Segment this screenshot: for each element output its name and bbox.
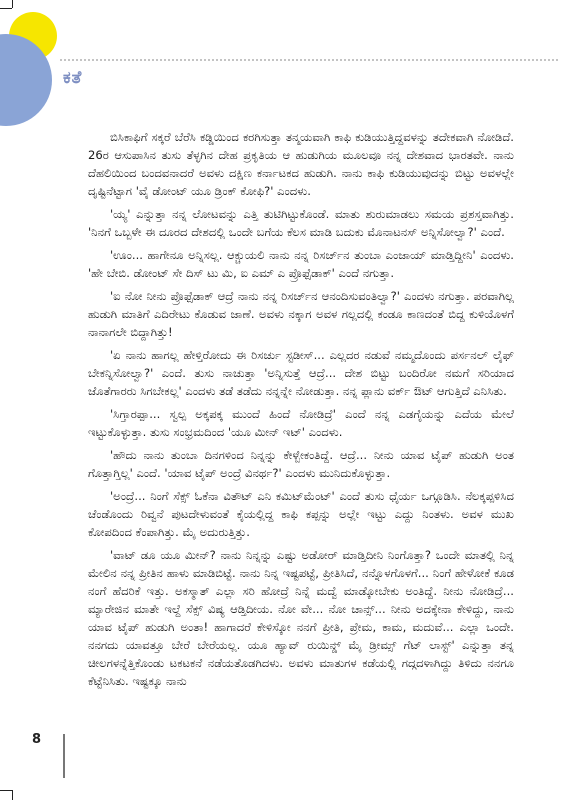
paragraph: 'ಸಿಗ್ತಾರಪ್ಪಾ... ಸ್ವಲ್ಪ ಅಕ್ಕಪಕ್ಕ ಮುಂದೆ ಹಿಂದೆ ನೋಡಿದ್ರೆ' ಎಂದೆ ನನ್ನ ಎಡಗೈಯನ್ನು ಎದೆಯ ಮೇಲೆ ಇಟ್ಟುಕೊಳ್ಳುತ್ತಾ. ತುಸು ಸಂಭ್ರಮದಿಂದ 'ಯೂ ಮೀನ್ ಇಟ್' ಎಂದಳು. (88, 407, 514, 439)
paragraph: 'ಹೌದು ನಾನು ತುಂಬಾ ದಿನಗಳಿಂದ ನಿನ್ನನ್ನು ಕೇಳ್ಬೇಕಂತಿದ್ದೆ. ಆದ್ರೆ... ನೀನು ಯಾವ ಟೈಪ್ ಹುಡುಗಿ ಅಂತ ಗೊತ್ತಾಗ್ತಿಲ್ಲ' ಎಂದೆ. 'ಯಾವ ಟೈಪ್ ಅಂದ್ರೆ ವಿನರ್ಥ?' ಎಂದಳು ಮುನಿದುಕೊಳ್ಳುತ್ತಾ. (88, 448, 514, 480)
crop-mark-top-left-vertical (12, 0, 13, 8)
paragraph: 'ಊಂ... ಹಾಗೇನೂ ಅನ್ನಿಸಲ್ಲ. ಆಕ್ಚುಯಲಿ ನಾನು ನನ್ನ ರಿಸರ್ಚ್‌ನ ತುಂಬಾ ಎಂಜಾಯ್ ಮಾಡ್ತಿದ್ದೀನಿ' ಎಂದಳು. 'ಹೇ ಬೇಬಿ. ಡೋಂಟ್ ಸೇ ದಿಸ್ ಟು ಮಿ, ಐ ಎಮ್ ಎ ಪ್ರೊಫ್ಸೆಡಾಕ್' ಎಂದೆ ನಗುತ್ತಾ. (88, 248, 514, 280)
crop-mark-bottom-left-vertical (12, 790, 13, 800)
crop-mark-bottom-left (0, 790, 12, 791)
paragraph: 'ಐ ನೋ ನೀನು ಪ್ರೊಫ್ಸೆಡಾಕ್ ಆದ್ರೆ ನಾನು ನನ್ನ ರಿಸರ್ಚ್‌ನ ಆನಂದಿಸುವಂತಿಲ್ವಾ?' ಎಂದಳು ನಗುತ್ತಾ. ಪರವಾಗಿಲ್ಲ ಹುಡುಗಿ ಮಾತಿಗೆ ಎದಿರೇಟು ಕೊಡುವ ಜಾಣೆ. ಅವಳು ನಕ್ಕಾಗ ಅವಳ ಗಲ್ಲದಲ್ಲಿ ಕಂಡೂ ಕಾಣದಂತೆ ಬಿದ್ದ ಕುಳಿಯೊಳಗೆ ನಾನಾಗಲೇ ಬಿದ್ದಾಗಿತ್ತು! (88, 289, 514, 339)
page-number: 8 (32, 732, 42, 747)
header-dotted-rule (60, 59, 558, 61)
paragraph: 'ಯ್ಯ' ಎನ್ನುತ್ತಾ ನನ್ನ ಲೋಟವನ್ನು ಎತ್ತಿ ತುಟಿಗಿಟ್ಟುಕೊಂಡೆ. ಮಾತು ಶುರುಮಾಡಲು ಸಮಯ ಪ್ರಶಸ್ತವಾಗಿತ್ತು. 'ನಿನಗೆ ಒಬ್ಬಳೇ ಈ ದೂರದ ದೇಶದಲ್ಲಿ ಒಂದೇ ಬಗೆಯ ಕೆಲಸ ಮಾಡಿ ಬದುಕು ಮೊನಾಟನಸ್ ಅನ್ನಿಸೋಲ್ವಾ?' ಎಂದೆ. (88, 207, 514, 239)
paragraph: 'ಏ ನಾನು ಹಾಗಲ್ಲ ಹೇಳ್ತಿರೋದು ಈ ರಿಸರ್ಚು ಸ್ಟಡೀಸ್... ಎಲ್ಲದರ ನಡುವೆ ನಮ್ಮದೊಂದು ಪರ್ಸನಲ್ ಲೈಫ್ ಬೇಕನ್ನಿಸೋಲ್ವಾ?' ಎಂದೆ. ತುಸು ನಾಚುತ್ತಾ 'ಅನ್ನಿಸುತ್ತೆ ಆದ್ರೆ... ದೇಶ ಬಿಟ್ಟು ಬಂದಿರೋ ನಮಗೆ ಸರಿಯಾದ ಜೊತೆಗಾರರು ಸಿಗಬೇಕಲ್ಲ' ಎಂದಳು ತಡೆ ತಡೆದು ನನ್ನನ್ನೇ ನೋಡುತ್ತಾ. ನನ್ನ ಪ್ಲಾನು ವರ್ಕ್ ಔಟ್ ಆಗುತ್ತಿದೆ ಎನಿಸಿತು. (88, 348, 514, 398)
paragraph: ಬಿಸಿಕಾಫಿಗೆ ಸಕ್ಕರೆ ಬೆರೆಸಿ ಕಡ್ಡಿಯಿಂದ ಕರಗಿಸುತ್ತಾ ತನ್ಮಯವಾಗಿ ಕಾಫಿ ಕುಡಿಯುತ್ತಿದ್ದವಳನ್ನು ತದೇಕವಾಗಿ ನೋಡಿದೆ. 26ರ ಆಸುಪಾಸಿನ ತುಸು ತೆಳ್ಳಗಿನ ದೇಹ ಪ್ರಕೃತಿಯ ಆ ಹುಡುಗಿಯ ಮೂಲವೂ ನನ್ನ ದೇಶವಾದ ಭಾರತವೇ. ನಾನು ದೆಹಲಿಯಿಂದ ಬಂದವನಾದರೆ ಅವಳು ದಕ್ಷಿಣ ಕರ್ನಾಟಕದ ಹುಡುಗಿ. ನಾನು ಕಾಫಿ ಕುಡಿಯುವುದನ್ನು ಬಿಟ್ಟು ಅವಳಲ್ಲೇ ದೃಷ್ಟಿನೆಟ್ಟಾಗ 'ವೈ ಡೋಂಟ್ ಯೂ ಡ್ರಿಂಕ್ ಕೋಫಿ?' ಎಂದಳು. (88, 130, 514, 198)
footer-side-rule (63, 734, 65, 778)
paragraph: 'ಅಂದ್ರೆ... ನಿಂಗೆ ಸೆಕ್ಸ್ ಓಕೆನಾ ವಿತೌಟ್ ಎನಿ ಕಮಿಟ್‌ಮೆಂಟ್' ಎಂದೆ ತುಸು ಧೈರ್ಯ ಒಗ್ಗೂಡಿಸಿ. ನೆಲಕ್ಕಪ್ಪಳಿಸಿದ ಚೆಂಡೊಂದು ರಿವ್ವನೆ ಪುಟದೇಳುವಂತೆ ಕೈಯಲ್ಲಿದ್ದ ಕಾಫಿ ಕಪ್ಪನ್ನು ಅಲ್ಲೇ ಇಟ್ಟು ಎದ್ದು ನಿಂತಳು. ಅವಳ ಮುಖ ಕೋಪದಿಂದ ಕೆಂಪಾಗಿತ್ತು. ಮೈ ಅದುರುತ್ತಿತ್ತು. (88, 489, 514, 539)
paragraph: 'ವಾಟ್ ಡೂ ಯೂ ಮೀನ್? ನಾನು ನಿನ್ನನ್ನು ಎಷ್ಟು ಅಡೋರ್ ಮಾಡ್ತಿದೀನಿ ನಿಂಗೊತ್ತಾ? ಒಂದೇ ಮಾತಲ್ಲಿ ನಿನ್ನ ಮೇಲಿನ ನನ್ನ ಪ್ರೀತಿನ ಹಾಳು ಮಾಡಿಬಿಟ್ಟೆ. ನಾನು ನಿನ್ನ ಇಷ್ಟಪಟ್ಟೆ, ಪ್ರೀತಿಸಿದೆ, ನನ್ನೊಳಗೊಳಗೆ... ನಿಂಗೆ ಹೇಳೋಕೆ ಕೂಡ ನಂಗೆ ಹೆದರಿಕೆ ಇತ್ತು. ಅಕಸ್ಮಾತ್ ಎಲ್ಲಾ ಸರಿ ಹೋದ್ರೆ ನಿನ್ನೆ ಮದ್ವೆ ಮಾಡ್ಕೋಬೇಕು ಅಂತಿದ್ದೆ. ನೀನು ನೋಡಿದ್ರೆ... ಮ್ಯಾರೇಜಿನ ಮಾತೇ ಇಲ್ದೆ ಸೆಕ್ಸ್ ವಿಷ್ಯ ಆಡ್ತಿದೀಯ. ನೋ ವೇ... ನೋ ಚಾನ್ಸ್... ನೀನು ಅದಕ್ಕೇನಾ ಕೇಳಿದ್ದು, ನಾನು ಯಾವ ಟೈಪ್ ಹುಡುಗಿ ಅಂತಾ! ಹಾಗಾದರೆ ಕೇಳಿಸ್ಕೋ ನನಗೆ ಪ್ರೀತಿ, ಪ್ರೇಮ, ಕಾಮ, ಮದುವೆ... ಎಲ್ಲಾ ಒಂದೇ. ನನಗದು ಯಾವತ್ತೂ ಬೇರೆ ಬೇರೆಯಲ್ಲ. ಯೂ ಹ್ಯಾವ್ ರುಯಿನ್ಡ್ ಮೈ ಡ್ರೀಮ್ಸ್ ಗೆಟ್ ಲಾಸ್ಟ್' ಎನ್ನುತ್ತಾ ತನ್ನ ಚೀಲಗಳನ್ನೆತ್ತಿಕೊಂಡು ಟಕಟಕನೆ ನಡೆಯತೊಡಗಿದಳು. ಅವಳು ಮಾತುಗಳ ಕಡೆಯಲ್ಲಿ ಗದ್ಗದಳಾಗಿದ್ದು ತಿಳಿದು ನನಗೂ ಕೆಟ್ಟೆನಿಸಿತು. ಇಷ್ಟಕ್ಕೂ ನಾನು (88, 548, 514, 688)
article-body (88, 128, 514, 695)
crop-mark-top-left (0, 8, 12, 9)
section-label: ಕತೆ (63, 68, 83, 88)
